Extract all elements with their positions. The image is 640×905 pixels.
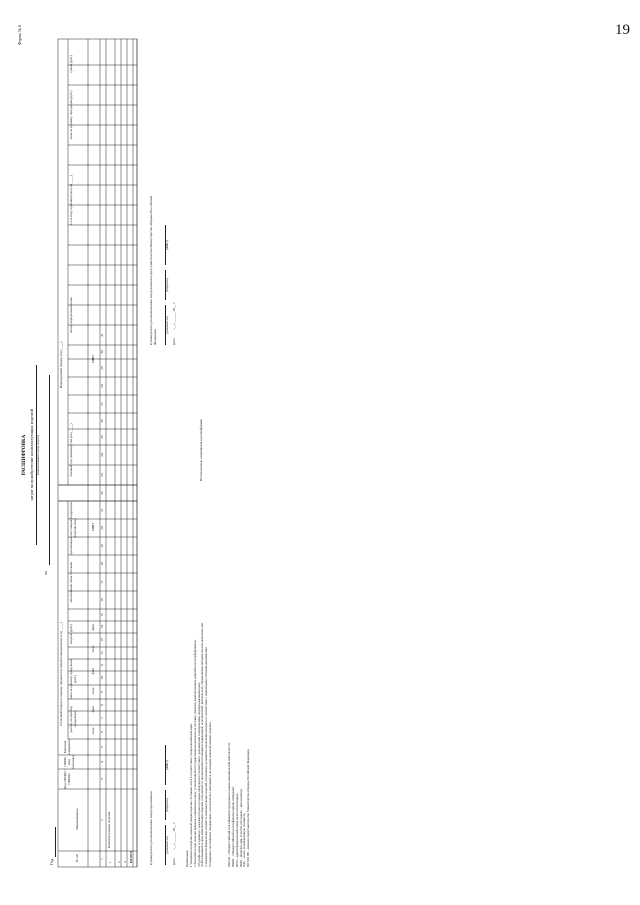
sign-right-signature: (подпись) (165, 277, 169, 293)
column-number: 25 (100, 435, 104, 439)
column-number: 24 (100, 453, 104, 457)
sub-fact-3: факт (91, 623, 95, 631)
header-supplier: организация-поставщик (подрядчик, исполнитель) (69, 501, 77, 555)
abbrev-block (228, 667, 251, 867)
sub-fact-1: факт (91, 705, 95, 713)
column-number: 5 (100, 746, 104, 748)
sign-left-date: «__» ______ 20__ г. (172, 821, 176, 850)
column-number: 14 (100, 625, 104, 629)
sub-plan-1: план (91, 727, 95, 735)
header-num: № п/п (75, 853, 79, 863)
sub-inn-1: ИНН (91, 523, 95, 531)
note-3: 3 В графе «цена за единицу» указывается цена по видам продукции в соответствии с документами и материалами, подтверждающими цену. (196, 682, 201, 867)
header-substantiation: обоснование цены поставки (69, 561, 73, 603)
column-number: 15 (100, 613, 104, 617)
abbrev-1: ОКЕИ – Общероссийский классификатор единиц измерения; (230, 786, 235, 867)
column-number: 28 (100, 384, 104, 388)
form-title: РАСШИФРОВКА (22, 434, 27, 476)
header-period-plan: Планируемый период (год ____) (59, 341, 63, 389)
column-number: 29 (100, 366, 104, 370)
abbrev-5: ВП МО РФ – военное представительство Министерства обороны Российской Федерации. (246, 748, 251, 867)
header-cost: затраты (руб.) (69, 623, 73, 645)
header-cost-per: цена за единицу продукции (руб.) (69, 90, 73, 140)
sign-left-role: Руководитель (уполномоченное лицо) организации (149, 791, 153, 865)
sign-right-role: Руководитель (уполномоченное лицо) военного представительства Министерства обороны Российской Федерации (149, 195, 157, 345)
sign-left-position: (должность) (165, 836, 169, 854)
sub-plan-2: план (91, 687, 95, 695)
note-4: 4 Обосновывается цена комплектующих изделий, полученных от организаций-поставщиков (подрядчиков, исполнителей), включая цену, определяемую методом анализа рыночных цен. (200, 622, 205, 867)
abbrev-4: НДС – налог на добавленную стоимость; (242, 812, 247, 867)
note-2: 2 Заполняется при наличии решения о применении цены, установленной в государственном контракте на поставку (закупку) комплектующих изделий или полуфабрикатов. (192, 639, 197, 867)
row-1-num: 1 (108, 861, 112, 863)
column-number: 4 (100, 761, 104, 763)
sign-left-fio: (ФИО) (165, 760, 169, 770)
column-number: 30 (100, 350, 104, 354)
header-amount: сумма (руб.) (69, 55, 73, 73)
header-norm: расход на единицу продукции (69, 705, 77, 733)
page-number: 19 (615, 22, 630, 38)
form-subtitle: затрат на приобретение комплектующих изделий (29, 409, 34, 501)
column-number: 12 (100, 651, 104, 655)
column-number: 18 (100, 562, 104, 566)
column-number: 3 (100, 778, 104, 780)
header-okpd: Код ОКПД2 / ОКПД2 (63, 769, 71, 789)
sign-right-position: (должность) (165, 316, 169, 334)
form-subtitle-hint: (наименование вида затрат) (36, 435, 40, 475)
column-number: 1 (100, 858, 104, 860)
form-label: Форма № 6 (17, 24, 22, 45)
column-number: 9 (100, 691, 104, 693)
abbrev-2: ИНН – идентификационный номер налогоплательщика; (234, 793, 239, 867)
header-unit: Единица измерения (63, 739, 71, 755)
sign-right-fio: (ФИО) (165, 240, 169, 250)
column-number: 8 (100, 704, 104, 706)
column-number: 13 (100, 638, 104, 642)
year-label: Год (49, 858, 54, 865)
row-2-num: 2 (117, 861, 121, 863)
abbrev-3: ФИО – фамилия, имя, отчество (последнее – при наличии); (238, 788, 243, 867)
header-name: Наименование (75, 808, 79, 830)
sign-right-date: «__» ______ 20__ г. (172, 301, 176, 330)
note-1: 1 Указываются изделия, комплектующие изделия, составные части в соответствии с разделом комплектации. (188, 723, 193, 867)
note-center: Используемые сокращения в расшифровке (199, 419, 203, 481)
column-number: 23 (100, 473, 104, 477)
header-base-2: в 2-м году производства (год ____) (69, 174, 73, 226)
note-5: 5 Указывается фактическая стоимость комплектующих изделий, оплаченных до момента заключения контракта в соответствии с первичными учетными документами. (204, 646, 209, 867)
column-number: 27 (100, 402, 104, 406)
column-number: 11 (100, 663, 104, 667)
column-number: 2 (100, 819, 104, 821)
column-number: 31 (100, 333, 104, 337)
column-number: 19 (100, 544, 104, 548)
column-number: 7 (100, 717, 104, 719)
row-1-name: Комплектующие изделия (107, 811, 111, 848)
sign-right-date-label: Дата (172, 338, 176, 345)
column-number: 16 (100, 598, 104, 602)
sign-left-signature: (подпись) (165, 797, 169, 813)
column-number: 21 (100, 508, 104, 512)
sub-fact-2: факт (91, 667, 95, 675)
sign-left-date-label: Дата (172, 858, 176, 865)
header-period-report: Отчетный период в период, предшествующий планируемому (год ____) (59, 622, 63, 726)
header-okei: ОКЕИ (код единицы) (63, 755, 75, 769)
column-number: 26 (100, 419, 104, 423)
header-price: цена за единицу продукции (руб.) (69, 659, 77, 699)
column-number: 6 (100, 731, 104, 733)
abbrev-heading: ОКПД2 – Общероссийский классификатор продукции по видам экономической деятельности; (227, 742, 231, 867)
notes-block (186, 307, 213, 867)
column-number: 10 (100, 676, 104, 680)
column-number: 22 (100, 491, 104, 495)
sub-plan-3: план (91, 645, 95, 653)
na-label: на (43, 570, 48, 575)
column-number: 17 (100, 580, 104, 584)
notes-heading: Примечание: (185, 849, 189, 867)
header-method: метод определения цены (69, 297, 73, 333)
row-total: ИТОГО (129, 850, 133, 863)
sub-inn-2: ИНН (91, 355, 95, 363)
column-number: 20 (100, 526, 104, 530)
row-3-num: 3 (123, 861, 127, 863)
note-6: 6 Сведения о поставщиках (подрядчиках, исполнителях) заполняются по каждому комплектующему изделию. (208, 721, 213, 867)
header-base-year: базовый год производства (год ____) (69, 423, 73, 477)
